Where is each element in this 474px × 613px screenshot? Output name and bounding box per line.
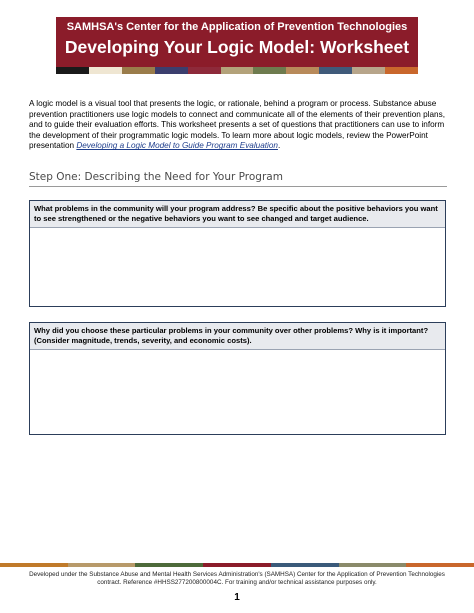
page-title: Developing Your Logic Model: Worksheet [64, 37, 410, 57]
stripe-segment [89, 67, 122, 74]
stripe-segment [286, 67, 319, 74]
stripe-segment [221, 67, 254, 74]
intro-after-link: . [277, 141, 281, 151]
answer-area-1[interactable] [30, 228, 445, 306]
step-one-heading: Step One: Describing the Need for Your Program [29, 171, 283, 183]
bottom-stripe-segment [68, 563, 136, 567]
stripe-segment [385, 67, 418, 74]
organization-name: SAMHSA's Center for the Application of Prevention Technologies [66, 21, 408, 33]
stripe-segment [253, 67, 286, 74]
answer-area-2[interactable] [30, 350, 445, 434]
bottom-stripe-segment [203, 563, 271, 567]
page-number: 1 [234, 592, 240, 603]
question-box-2 [29, 322, 446, 435]
stripe-segment [188, 67, 221, 74]
stripe-segment [122, 67, 155, 74]
header-banner [56, 17, 418, 67]
question-box-1 [29, 200, 446, 307]
bottom-stripe-segment [0, 563, 68, 567]
stripe-segment [155, 67, 188, 74]
bottom-stripe-segment [271, 563, 339, 567]
question-2-text: Why did you choose these particular problems in your community over other problems? Why is it important? (Consider magnitude, trends, severity, and economic costs). [30, 323, 445, 350]
footer-text: Developed under the Substance Abuse and Mental Health Services Administration's (SAMHSA) Center for the Application of Prevention Technologies contract. Reference #HHSS277200800004C. For training and/or technical assistance purposes only. [29, 571, 445, 586]
question-1-text: What problems in the community will your program address? Be specific about the positive behaviors you want to see strengthened or the negative behaviors you want to see changed and target audience. [30, 201, 445, 228]
stripe-segment [56, 67, 89, 74]
intro-text: A logic model is a visual tool that presents the logic, or rationale, behind a program or process. Substance abuse prevention practitioners use logic models to connect and communicate all of the elements of their prevention plans, and to guide their evaluation efforts. This worksheet presents a set of questions that practitioners can use to inform the development of their programmatic logic models. To learn more about logic models, review the PowerPoint presentation [29, 99, 445, 151]
intro-paragraph [29, 99, 447, 152]
presentation-link[interactable]: Developing a Logic Model to Guide Program Evaluation [76, 141, 278, 151]
stripe-segment [352, 67, 385, 74]
stripe-segment [319, 67, 352, 74]
bottom-stripe-segment [339, 563, 407, 567]
decorative-color-stripe [56, 67, 418, 74]
bottom-stripe-segment [406, 563, 474, 567]
footer-color-stripe [0, 563, 474, 567]
heading-divider [29, 186, 447, 187]
bottom-stripe-segment [135, 563, 203, 567]
